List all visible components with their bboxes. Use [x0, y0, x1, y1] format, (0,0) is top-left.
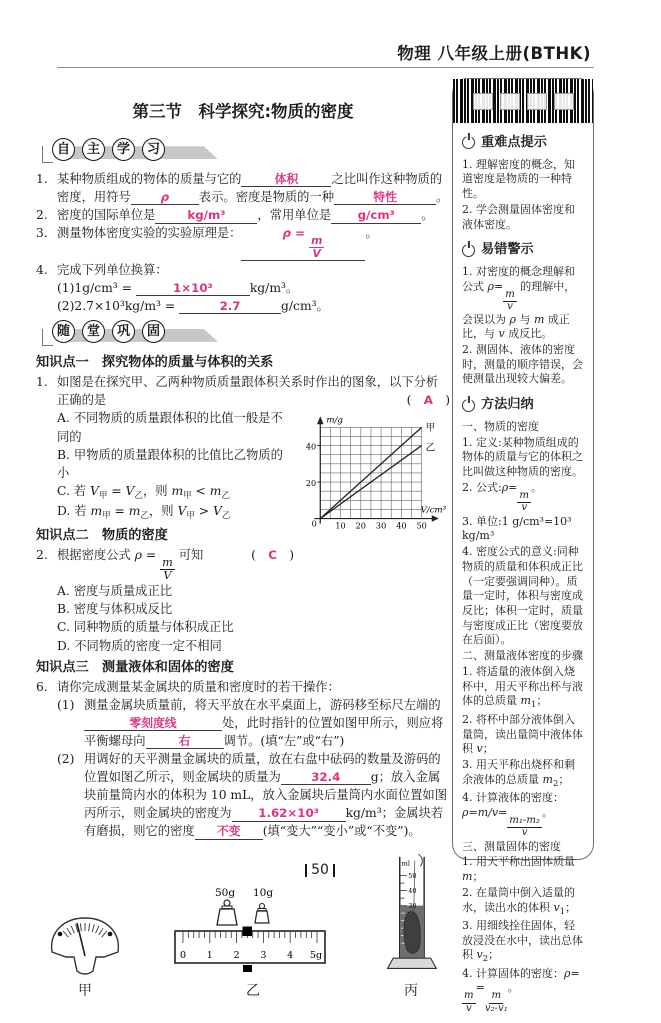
item-text: (1)1g/cm³ = 1×10³ kg/m³。 — [57, 280, 299, 295]
sidebar-section-key-points — [462, 134, 584, 152]
cylinder-mark: 50 — [408, 871, 417, 880]
item-text: (2)2.7×10³kg/m³ = 2.7 g/cm³。 — [57, 298, 329, 313]
x-tick-label: 10 — [335, 520, 346, 531]
sidebar-section-title: 重难点提示 — [481, 135, 547, 150]
rider-bottom — [243, 965, 252, 972]
power-icon — [462, 136, 475, 149]
weight-50g — [217, 909, 237, 925]
item-text: 某种物质组成的物体的质量与它的 体积 之比叫作这种物质的密度，用符号 ρ 表示。密度是物质的一种 特性 。 — [57, 172, 449, 205]
self-study-item-2 — [36, 206, 450, 224]
page-header-book-title: 物理 八年级上册(BTHK) — [397, 44, 591, 63]
practice-question-1 — [36, 373, 450, 531]
question-stem: 根据密度公式 ρ = $\frac{m}{V}$ 可知 ( C ) — [57, 548, 294, 583]
header-rule — [57, 67, 594, 68]
sidebar-text-line: 1. 理解密度的概念，知道密度是物质的一种特性。 — [462, 157, 575, 201]
badge-char: 学 — [112, 138, 135, 161]
badge-chars — [52, 320, 165, 343]
question-6-part-2 — [57, 750, 450, 840]
x-axis-label: V/cm³ — [420, 505, 447, 516]
figure-balance-pointer — [45, 911, 125, 1002]
barcode-box — [473, 93, 493, 110]
question-stem: 如图是在探究甲、乙两种物质质量跟体积关系时作出的图象，以下分析正确的是 ( A ) — [57, 375, 450, 408]
weight-50g-label: 50g — [215, 886, 236, 899]
ruler-number: 5g — [309, 949, 323, 961]
section-title: 第三节 科学探究:物质的密度 — [132, 102, 354, 121]
sidebar-text-line: 2. 测固体、液体的密度时，测量的顺序错误，会使测量出现较大偏差。 — [462, 343, 583, 386]
x-tick-label: 50 — [416, 520, 427, 531]
item-text: 完成下列单位换算： — [57, 262, 168, 277]
sidebar-text-line: 4. 计算固体的密度：ρ= $\frac{m}{v}$ = $\frac{m}{\text{v₂-v₁}}$ 。 — [462, 966, 580, 1014]
page-number — [287, 860, 353, 881]
weight-10g-label: 10g — [253, 886, 274, 899]
question-number: 6. — [36, 679, 48, 694]
question-number: 1. — [36, 375, 48, 390]
practice-question-6 — [36, 678, 450, 841]
origin-label: 0 — [311, 518, 317, 529]
cylinder-mark: 30 — [408, 901, 417, 910]
main-column — [36, 98, 450, 1001]
series-yi-label: 乙 — [425, 442, 436, 454]
item-number: 1. — [36, 172, 48, 187]
knowledge-point-2-heading: 知识点二 物质的密度 — [36, 527, 168, 543]
badge-char: 巩 — [112, 320, 135, 343]
sidebar-text-line: 4. 密度公式的意义:同种物质的质量和体积成正比（一定要强调同种）。质量一定时，体积与密度成反比；体积一定时，质量与密度成正比（密度要放在后面）。 — [462, 545, 583, 647]
option-c: C. 同种物质的质量与体积成正比 — [57, 620, 234, 635]
self-study-item-4 — [36, 261, 450, 279]
badge-char: 自 — [52, 138, 75, 161]
knowledge-point-3-heading: 知识点三 测量液体和固体的密度 — [36, 659, 234, 675]
ruler-number: 1 — [206, 949, 213, 961]
option-b: B. 甲物质的质量跟体积的比值比乙物质的小 — [57, 447, 283, 480]
part-number: (2) — [57, 752, 75, 767]
sidebar-text-line: 3. 单位:1 g/cm³=10³ kg/m³ — [462, 514, 572, 543]
self-study-item-1 — [36, 170, 450, 206]
ruler-number: 0 — [179, 949, 187, 961]
sidebar-section-title: 方法归纳 — [481, 397, 534, 413]
series-jia-label: 甲 — [425, 422, 436, 434]
graduated-cylinder-svg — [381, 853, 441, 977]
ruler-number: 2 — [233, 949, 240, 961]
page-number-bar — [305, 864, 307, 877]
conversion-line-2 — [36, 297, 450, 315]
option-c: C. 若 $V_甲 = V_乙$，则 $m_甲 < m_乙$ — [57, 483, 230, 501]
option-b: B. 密度与体积成反比 — [57, 602, 173, 617]
badge-char: 习 — [142, 138, 165, 161]
x-axis-arrow — [432, 515, 439, 521]
sidebar-text-line: 1. 定义:某种物质组成的物体的质量与它的体积之比叫做这种物质的密度。 — [462, 435, 583, 479]
sidebar-text-line: 1. 对密度的概念理解和公式 ρ= $\frac{m}{v}$ 的理解中，会误以为 ρ 与 m 成正比，与 v 成反比。 — [462, 265, 576, 341]
sidebar-text-line: 2. 公式:ρ= $\frac{m}{v}$ 。 — [462, 480, 542, 513]
sidebar-text-line: 二、测量液体密度的步骤 — [462, 649, 583, 663]
part-number: (1) — [57, 698, 75, 713]
metal-block — [404, 911, 420, 953]
figure-rider-scale — [169, 885, 337, 1002]
sidebar-text-line: 三、测量固体的密度 — [462, 839, 561, 853]
question-number: 2. — [36, 548, 48, 563]
option-a: A. 不同物质的质量跟体积的比值一般是不同的 — [57, 411, 283, 444]
cylinder-base — [388, 958, 437, 968]
sidebar-section-title: 易错警示 — [481, 242, 534, 258]
badge-char: 堂 — [82, 320, 105, 343]
mass-volume-graph — [300, 412, 450, 547]
sidebar-section-method-summary — [462, 396, 584, 414]
rider-top — [243, 926, 253, 936]
badge-char: 固 — [142, 320, 165, 343]
sidebar-text-line: 2. 将杯中部分液体倒入量筒，读出量筒中液体体积 v； — [462, 712, 583, 756]
y-tick-label: 40 — [305, 441, 317, 452]
sidebar-content — [453, 123, 593, 1023]
barcode-box — [527, 93, 547, 110]
y-axis-label: m/g — [326, 414, 343, 425]
part-text: 用调好的天平测量金属块的质量，放在右盘中砝码的数量及游码的位置如图乙所示，则金属块的质量为 32.4 g；放入金属块前量筒内水的体积为 10 mL，放入金属块后量筒内水面位置如图丙所示，则金属块的密度为 1.62×10³ kg/m³；金属块若有磨损，则它的密度 不变 (填“变大”“变小”或“不变”)。 — [84, 752, 448, 839]
power-icon — [462, 244, 475, 257]
sidebar-text-line: 3. 用天平称出烧杯和剩余液体的总质量 $m_2$； — [462, 757, 575, 789]
item-text: 测量物体密度实验的实验原理是： ρ = $\frac{m}{V}$ 。 — [57, 226, 378, 261]
item-number: 2. — [36, 208, 48, 223]
page-number-bar — [333, 864, 335, 877]
practice-question-2 — [36, 546, 450, 655]
graph-svg — [300, 412, 450, 542]
sidebar-text-line: 4. 计算液体的密度：ρ=m/v= $\frac{\text{m₁-m₂}}{v}$ 。 — [462, 791, 564, 838]
page-number-value: 50 — [311, 862, 329, 879]
ruler-number: 3 — [260, 949, 267, 961]
option-a: A. 密度与质量成正比 — [57, 584, 173, 599]
rider-scale-svg — [169, 885, 337, 977]
barcode-box — [554, 93, 574, 110]
figure-label-bing: 丙 — [404, 982, 418, 999]
power-icon — [462, 399, 475, 412]
sidebar-text-line: 1. 用天平称出固体质量 m； — [462, 855, 575, 884]
question-6-part-1 — [57, 696, 450, 750]
x-tick-label: 30 — [375, 520, 387, 531]
badge-self-study — [52, 136, 450, 162]
part-text: 测量金属块质量前，将天平放在水平桌面上，游码移至标尺左端的零刻度线 处，此时指针的位置如图甲所示，则应将平衡螺母向 右 调节。(填“左”或“右”) — [84, 698, 444, 749]
sidebar-text-line: 一、物质的密度 — [462, 419, 539, 433]
sidebar-text-line: 2. 学会测量固体密度和液体密度。 — [462, 202, 575, 231]
figure-row — [36, 853, 450, 1002]
barcode-box — [500, 93, 520, 110]
badge-char: 随 — [52, 320, 75, 343]
knowledge-point-1-heading: 知识点一 探究物体的质量与体积的关系 — [36, 354, 274, 370]
sidebar-text-line: 3. 用细线拴住固体，轻放浸没在水中，读出总体积 $v_2$； — [462, 918, 583, 965]
option-d: D. 若 $m_甲 = m_乙$，则 $V_甲 > V_乙$ — [57, 504, 231, 522]
badge-class-practice — [52, 319, 450, 345]
item-text: 密度的国际单位是 kg/m³ ，常用单位是 g/cm³ 。 — [57, 208, 434, 223]
weight-10g — [255, 911, 269, 923]
figure-label-jia: 甲 — [78, 982, 92, 999]
ruler-number: 4 — [287, 949, 294, 961]
sidebar-text-line: 1. 将适量的液体倒入烧杯中，用天平称出杯与液体的总质量 $m_1$； — [462, 664, 583, 711]
option-d: D. 不同物质的密度一定不相同 — [57, 638, 222, 653]
conversion-line-1 — [36, 279, 450, 297]
y-axis-arrow — [317, 416, 323, 424]
badge-chars — [52, 138, 165, 161]
x-tick-label: 40 — [396, 520, 407, 531]
item-number: 3. — [36, 226, 48, 241]
x-tick-label: 20 — [355, 520, 366, 531]
sidebar-text-line: 2. 在量筒中倒入适量的水，读出水的体积 $v_1$； — [462, 885, 577, 917]
figure-label-yi: 乙 — [246, 982, 260, 999]
sidebar-panel — [452, 78, 594, 1014]
sidebar-section-common-errors — [462, 241, 584, 259]
thread-over-rim — [419, 854, 423, 866]
balance-pointer-dial — [45, 911, 125, 977]
item-number: 4. — [36, 262, 48, 277]
y-tick-label: 20 — [305, 477, 317, 488]
cylinder-unit: ml — [401, 858, 410, 867]
cylinder-mark: 40 — [408, 886, 417, 895]
question-stem: 请你完成测量某金属块的质量和密度时的若干操作： — [57, 679, 340, 694]
badge-char: 主 — [82, 138, 105, 161]
self-study-item-3 — [36, 224, 450, 260]
figure-graduated-cylinder — [381, 853, 441, 1002]
barcode — [453, 79, 593, 123]
